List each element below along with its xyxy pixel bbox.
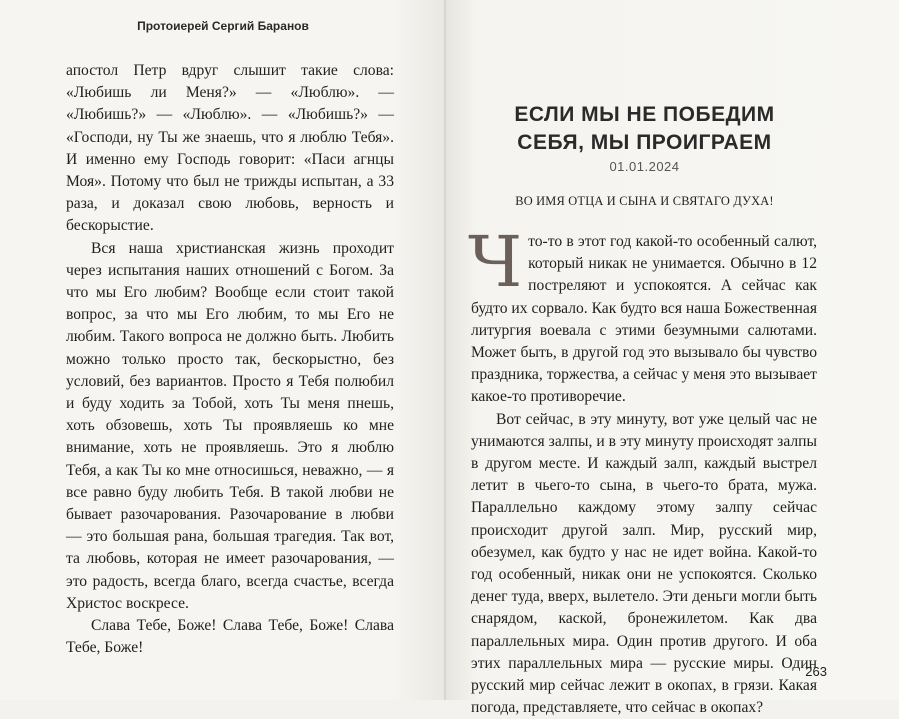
paragraph: Слава Тебе, Боже! Слава Тебе, Боже! Слава Тебе, Боже! bbox=[66, 617, 394, 657]
left-page-text bbox=[66, 60, 394, 659]
first-paragraph-text: то-то в этот год какой-то особенный салют, который никак не унимается. Обычно в 12 постреляют и успокоятся. А сейчас как будто их сорвало. Как будто вся наша Божественная литургия воевала с этими безумными салютами. Может быть, в другой год это вызывало бы чувство праздника, торжества, а сейчас у меня это вызывает какое-то противоречие. bbox=[471, 233, 817, 406]
running-head: Протоиерей Сергий Баранов bbox=[137, 19, 309, 33]
chapter-date: 01.01.2024 bbox=[609, 159, 680, 174]
paragraph: Вот сейчас, в эту минуту, вот уже целый час не унимаются залпы, и в эту минуту происходят залпы в другом месте. И каждый залп, каждый выстрел летит в чьего-то сына, в чьего-то брата, мужа. Параллельно каждому этому залпу сейчас происходит другой залп. Мир, русский мир, обезумел, как будто у нас не идет война. Какой-то год особенный, никак они не успокоятся. Сколько денег туда, вверх, вылетело. Эти деньги могли быть снарядом, каской, бронежилетом. Как два параллельных мира. Один против другого. И оба этих параллельных мира — русские миры. Один русский мир сейчас лежит в окопах, в грязи. Какая погода, представляете, что сейчас в окопах? bbox=[471, 410, 817, 717]
invocation-line: ВО ИМЯ ОТЦА И СЫНА И СВЯТАГО ДУХА! bbox=[515, 194, 774, 208]
right-page-text bbox=[468, 221, 817, 719]
first-paragraph bbox=[468, 221, 817, 409]
chapter-title: ЕСЛИ МЫ НЕ ПОБЕДИМ СЕБЯ, МЫ ПРОИГРАЕМ bbox=[514, 103, 775, 154]
page-number: 263 bbox=[805, 664, 827, 679]
paragraph: апостол Петр вдруг слышит такие слова: «Любишь ли Меня?» — «Люблю». — «Любишь?» — «Люблю». — «Любишь?» — «Господи, ну Ты же знаешь, что я люблю Тебя». И именно ему Господь говорит: «Паси агнцы Моя». Потому что был не трижды испытан, а 33 раза, и доказал свою любовь, верность и бескорыстие. bbox=[66, 62, 394, 235]
left-page bbox=[0, 0, 446, 700]
drop-cap-letter: Ч bbox=[468, 221, 523, 303]
paragraph: Вся наша христианская жизнь проходит через испытания наших отношений с Богом. За что мы Его любим? Вообще если стоит такой вопрос, за что мы Его любим, то мы Его не любим. Такого вопроса не должно быть. Любить можно только просто так, бескорыстно, без условий, без вариантов. Просто я Тебя полюбил и буду ходить за Тобой, хоть Ты меня пнешь, хоть обзовешь, хоть Ты проявляешь ко мне внимание, хоть не проявляешь. Это я люблю Тебя, а как Ты ко мне относишься, неважно, — я все равно буду любить Тебя. В такой любви не бывает разочарования. Разочарование в любви — это большая рана, большая трагедия. Так вот, та любовь, которая не имеет разочарования, — это радость, всегда благо, всегда счастье, всегда Христос воскресе. bbox=[66, 239, 394, 612]
